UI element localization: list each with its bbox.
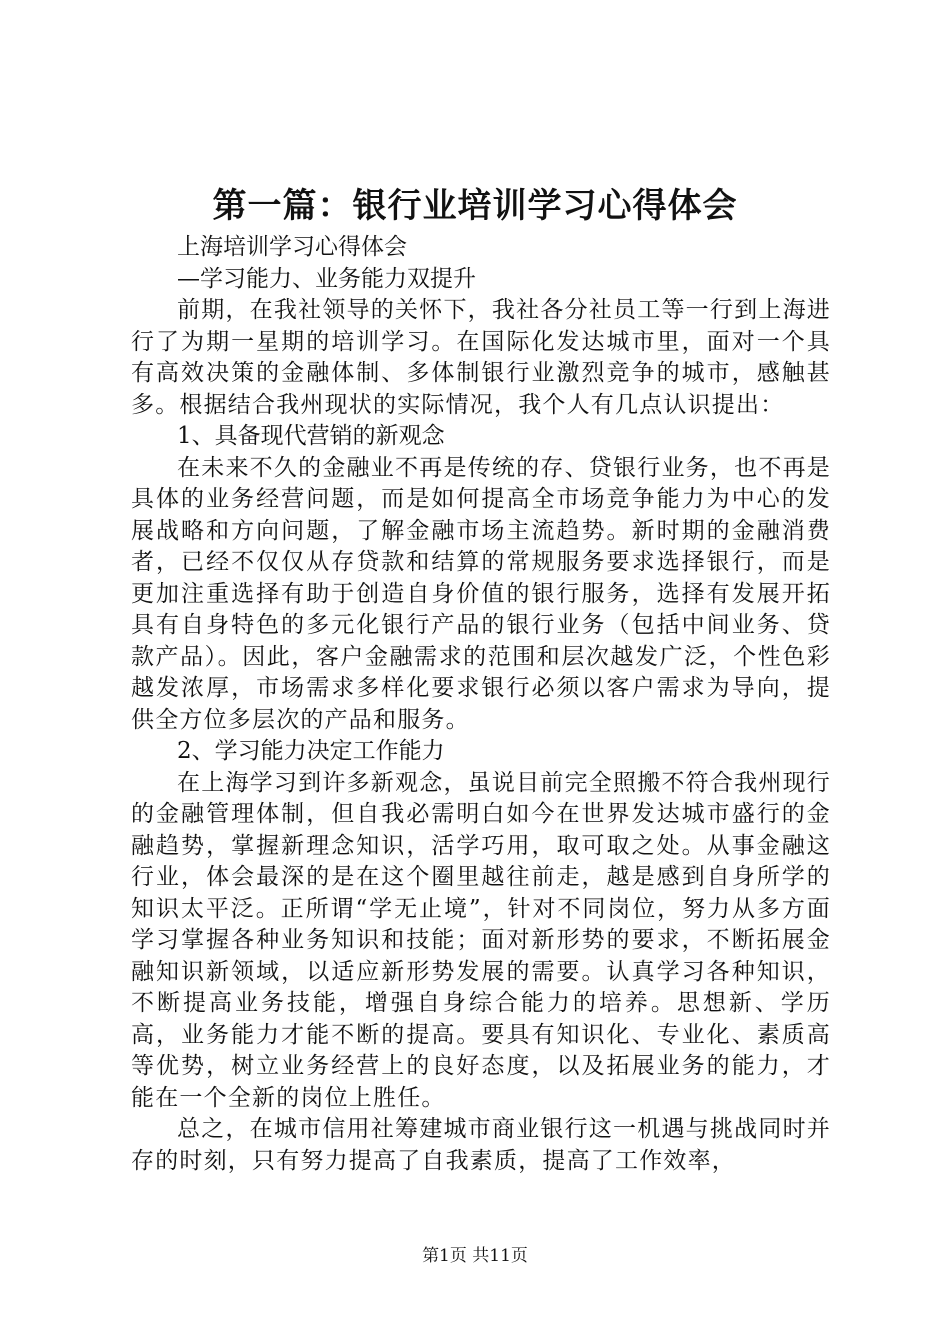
document-subtitle: 上海培训学习心得体会 <box>177 234 407 260</box>
body-paragraph: 在未来不久的金融业不再是传统的存、贷银行业务，也不再是具体的业务经营问题，而是如何提高全市场竞争能力为中心的发展战略和方向问题，了解金融市场主流趋势。新时期的金融消费者，已经不仅仅从存贷款和结算的常规服务要求选择银行，而是更加注重选择有助于创造自身价值的银行服务，选择有发展开拓具有自身特色的多元化银行产品的银行业务（包括中间业务、贷款产品）。因此，客户金融需求的范围和层次越发广泛，个性色彩越发浓厚，市场需求多样化要求银行必须以客户需求为导向，提供全方位多层次的产品和服务。 <box>131 454 831 733</box>
document-body <box>131 232 831 1177</box>
body-paragraph: 在上海学习到许多新观念，虽说目前完全照搬不符合我州现行的金融管理体制，但自我必需明白如今在世界发达城市盛行的金融趋势，掌握新理念知识，活学巧用，取可取之处。从事金融这行业，体会最深的是在这个圈里越往前走，越是感到自身所学的知识太平泛。正所谓“学无止境”，针对不同岗位，努力从多方面学习掌握各种业务知识和技能；面对新形势的要求，不断拓展金融知识新领域，以适应新形势发展的需要。认真学习各种知识，不断提高业务技能，增强自身综合能力的培养。思想新、学历高，业务能力才能不断的提高。要具有知识化、专业化、素质高等优势，树立业务经营上的良好态度，以及拓展业务的能力，才能在一个全新的岗位上胜任。 <box>131 769 831 1111</box>
section-heading: 2、学习能力决定工作能力 <box>177 738 445 764</box>
page-footer: 第1页 共11页 <box>422 1246 528 1266</box>
document-title: 第一篇：银行业培训学习心得体会 <box>212 186 738 226</box>
section-heading: 1、具备现代营销的新观念 <box>177 423 445 449</box>
body-paragraph: 总之，在城市信用社筹建城市商业银行这一机遇与挑战同时并存的时刻，只有努力提高了自我素质，提高了工作效率， <box>131 1116 831 1174</box>
body-paragraph: 前期，在我社领导的关怀下，我社各分社员工等一行到上海进行了为期一星期的培训学习。在国际化发达城市里，面对一个具有高效决策的金融体制、多体制银行业激烈竞争的城市，感触甚多。根据结合我州现状的实际情况，我个人有几点认识提出： <box>131 297 831 418</box>
document-subheading: —学习能力、业务能力双提升 <box>177 265 476 292</box>
